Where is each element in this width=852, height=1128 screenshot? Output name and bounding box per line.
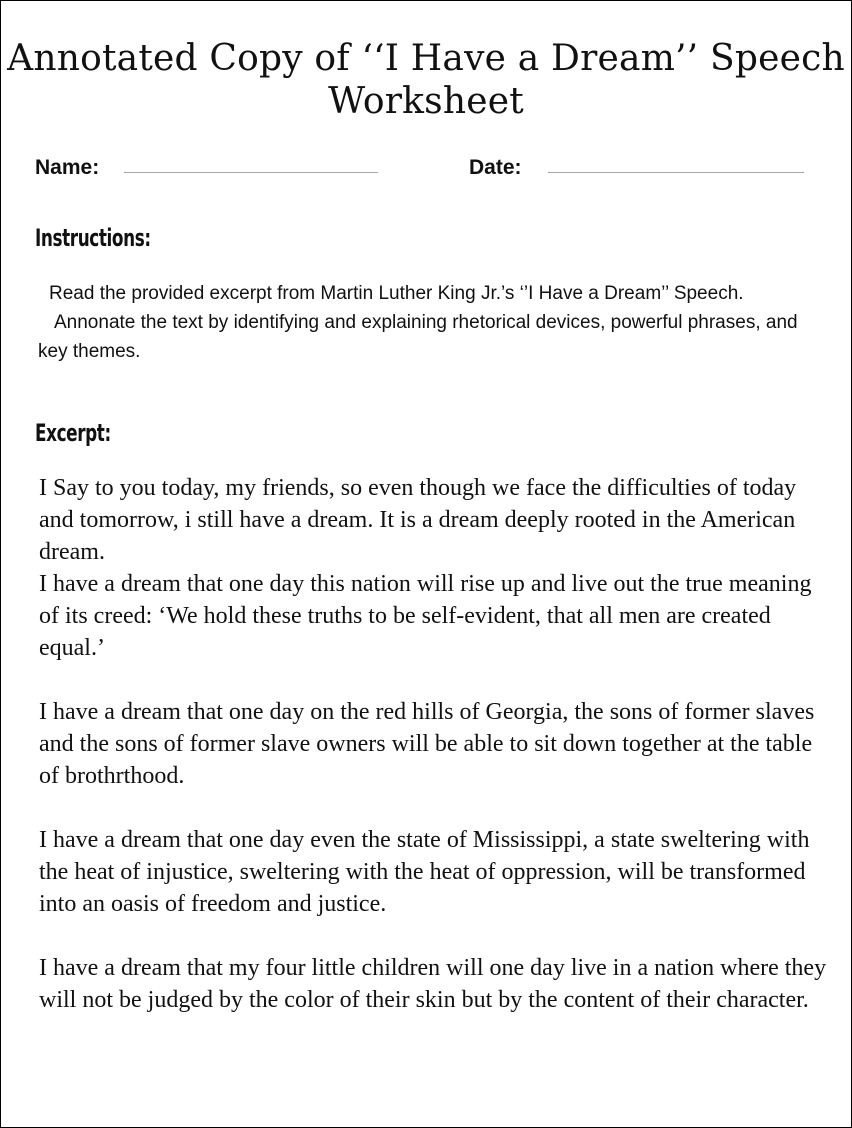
name-field[interactable] — [124, 172, 378, 173]
excerpt-paragraph: I have a dream that one day this nation will rise up and live out the true meaning of its creed: ‘We hold these truths to be self-evident, that all men are created equal.’ — [39, 571, 812, 661]
excerpt-text — [39, 472, 829, 1016]
excerpt-paragraph: I have a dream that my four little children will one day live in a nation where they will not be judged by the color of their skin but by the content of their character. — [39, 955, 827, 1013]
worksheet-title — [1, 37, 851, 123]
title-line-1: Annotated Copy of ‘‘I Have a Dream’’ Speech — [7, 38, 845, 79]
excerpt-heading: Excerpt: — [35, 419, 111, 447]
excerpt-paragraph: I have a dream that one day on the red hills of Georgia, the sons of former slaves and the sons of former slave owners will be able to sit down together at the table of brothrthood. — [39, 699, 815, 789]
instruction-item: Read the provided excerpt from Martin Luther King Jr.’s ‘’I Have a Dream’’ Speech. — [49, 283, 744, 304]
name-label: Name: — [35, 156, 100, 179]
excerpt-paragraph: I Say to you today, my friends, so even though we face the difficulties of today and tomorrow, i still have a dream. It is a dream deeply rooted in the American dream. — [39, 475, 797, 565]
instructions-heading: Instructions: — [35, 224, 151, 252]
instructions-list — [38, 279, 818, 366]
excerpt-paragraph: I have a dream that one day even the state of Mississippi, a state sweltering with the heat of injustice, sweltering with the heat of oppression, will be transformed into an oasis of freedom and justice. — [39, 827, 810, 917]
instruction-item: Annonate the text by identifying and explaining rhetorical devices, powerful phrases, and key themes. — [38, 312, 798, 362]
date-field[interactable] — [548, 172, 804, 173]
title-line-2: Worksheet — [328, 81, 524, 122]
date-label: Date: — [469, 156, 522, 179]
